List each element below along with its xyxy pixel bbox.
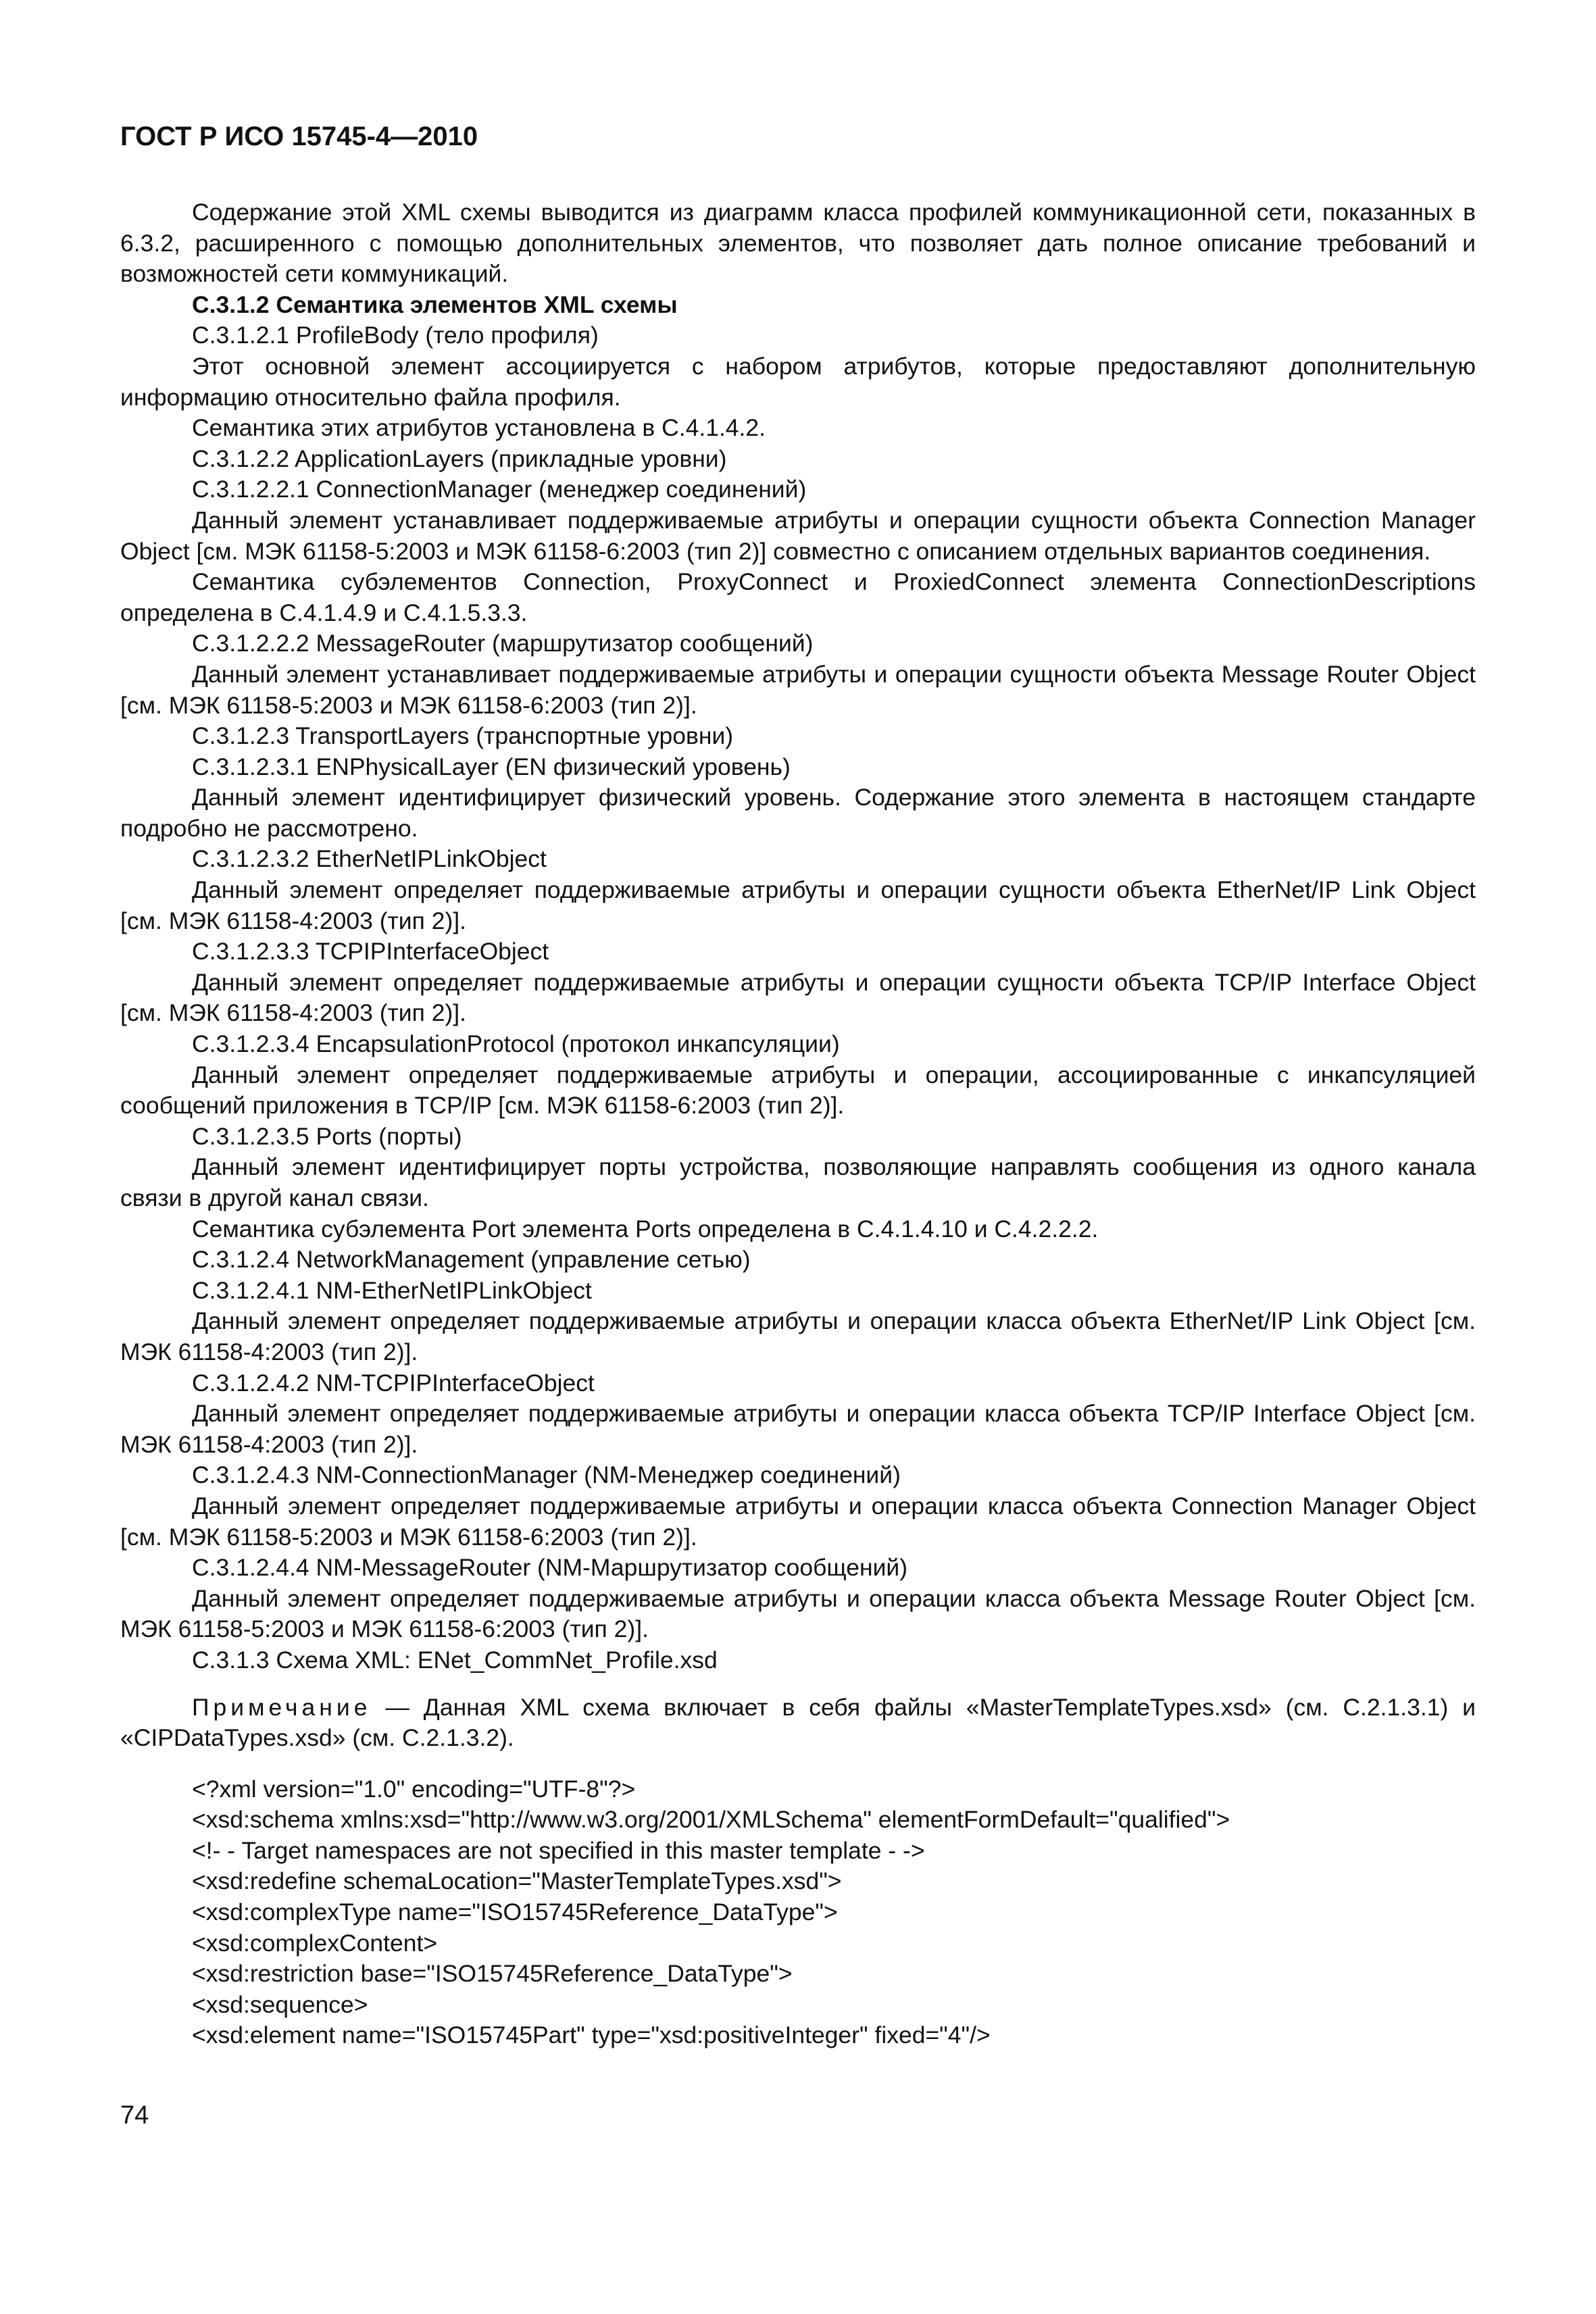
code-line: <xsd:complexType name="ISO15745Reference_DataType"> — [192, 1898, 838, 1926]
code-line: <xsd:element name="ISO15745Part" type="xsd:positiveInteger" fixed="4"/> — [192, 2021, 991, 2049]
paragraph: Этот основной элемент ассоциируется с набором атрибутов, которые предоставляют дополнительную информацию относительно файла профиля. — [120, 352, 1476, 411]
code-line: <xsd:schema xmlns:xsd="http://www.w3.org/2001/XMLSchema" elementFormDefault="qualified"> — [192, 1806, 1230, 1834]
clause-line: C.3.1.2.2 ApplicationLayers (прикладные уровни) — [192, 445, 727, 472]
clause-line: C.3.1.2.3 TransportLayers (транспортные уровни) — [192, 722, 734, 750]
clause-line: Семантика этих атрибутов установлена в С.4.1.4.2. — [192, 414, 766, 442]
clause-line: C.3.1.2.3.4 EncapsulationProtocol (протокол инкапсуляции) — [192, 1030, 840, 1058]
xml-code-block — [120, 1774, 1476, 2051]
paragraph: Данный элемент идентифицирует физический уровень. Содержание этого элемента в настоящем стандарте подробно не рассмотрено. — [120, 784, 1476, 842]
paragraph: Семантика субэлементов Connection, ProxyConnect и ProxiedConnect элемента ConnectionDescriptions определена в С.4.1.4.9 и С.4.1.5.3.3. — [120, 568, 1476, 626]
clause-line: C.3.1.2.3.2 EtherNetIPLinkObject — [192, 845, 547, 873]
clause-line: C.3.1.3 Схема XML: ENet_CommNet_Profile.xsd — [192, 1646, 718, 1674]
paragraph-list — [120, 197, 1476, 1676]
paragraph: Данный элемент определяет поддерживаемые атрибуты и операции сущности объекта TCP/IP Interface Object [см. МЭК 61158-4:2003 (тип 2)]. — [120, 968, 1476, 1027]
clause-line: C.3.1.2.2.1 ConnectionManager (менеджер соединений) — [192, 476, 807, 503]
note-text: — Данная XML схема включает в себя файлы «MasterTemplateTypes.xsd» (см. С.2.1.3.1) и «CIPDataTypes.xsd» (см. С.2.1.3.2). — [120, 1693, 1476, 1752]
section-heading: C.3.1.2 Семантика элементов XML схемы — [192, 291, 678, 318]
document-body — [120, 197, 1476, 2051]
note-label: Примечание — [192, 1693, 372, 1721]
page-number: 74 — [120, 2101, 149, 2130]
clause-line: C.3.1.2.3.5 Ports (порты) — [192, 1122, 462, 1150]
code-line: <xsd:sequence> — [192, 1990, 368, 2018]
clause-line: C.3.1.2.4.3 NM-ConnectionManager (NM-Менеджер соединений) — [192, 1461, 901, 1489]
paragraph: Содержание этой XML схемы выводится из диаграмм класса профилей коммуникационной сети, показанных в 6.3.2, расширенного с помощью дополнительных элементов, что позволяет дать полное описание требований и возможностей сети коммуникаций. — [120, 199, 1476, 288]
paragraph: Данный элемент устанавливает поддерживаемые атрибуты и операции сущности объекта Message Router Object [см. МЭК 61158-5:2003 и МЭК 61158-6:2003 (тип 2)]. — [120, 660, 1476, 719]
clause-line: C.3.1.2.3.3 TCPIPInterfaceObject — [192, 938, 549, 965]
paragraph: Данный элемент определяет поддерживаемые атрибуты и операции класса объекта Connection Manager Object [см. МЭК 61158-5:2003 и МЭК 61158-6:2003 (тип 2)]. — [120, 1492, 1476, 1551]
paragraph: Данный элемент определяет поддерживаемые атрибуты и операции класса объекта EtherNet/IP Link Object [см. МЭК 61158-4:2003 (тип 2)]. — [120, 1307, 1476, 1365]
paragraph: Данный элемент определяет поддерживаемые атрибуты и операции сущности объекта EtherNet/IP Link Object [см. МЭК 61158-4:2003 (тип 2)]. — [120, 876, 1476, 934]
clause-line: C.3.1.2.4.4 NM-MessageRouter (NM-Маршрутизатор сообщений) — [192, 1554, 908, 1582]
clause-line: C.3.1.2.4.2 NM-TCPIPInterfaceObject — [192, 1369, 595, 1397]
paragraph: Данный элемент устанавливает поддерживаемые атрибуты и операции сущности объекта Connection Manager Object [см. МЭК 61158-5:2003 и МЭК 61158-6:2003 (тип 2)] совместно с описанием отдельных вариантов соединения. — [120, 506, 1476, 565]
paragraph: Данный элемент определяет поддерживаемые атрибуты и операции класса объекта TCP/IP Interface Object [см. МЭК 61158-4:2003 (тип 2)]. — [120, 1400, 1476, 1458]
paragraph: Данный элемент определяет поддерживаемые атрибуты и операции, ассоциированные с инкапсуляцией сообщений приложения в TCP/IP [см. МЭК 61158-6:2003 (тип 2)]. — [120, 1061, 1476, 1120]
note-paragraph — [120, 1692, 1476, 1754]
code-line: <xsd:restriction base="ISO15745Reference_DataType"> — [192, 1960, 793, 1988]
document-header: ГОСТ Р ИСО 15745-4—2010 — [120, 122, 478, 151]
clause-line: C.3.1.2.3.1 ENPhysicalLayer (EN физический уровень) — [192, 753, 791, 780]
clause-line: C.3.1.2.2.2 MessageRouter (маршрутизатор сообщений) — [192, 630, 814, 657]
code-line: <xsd:redefine schemaLocation="MasterTemplateTypes.xsd"> — [192, 1867, 842, 1895]
paragraph: Данный элемент определяет поддерживаемые атрибуты и операции класса объекта Message Router Object [см. МЭК 61158-5:2003 и МЭК 61158-6:2003 (тип 2)]. — [120, 1584, 1476, 1643]
code-line: <?xml version="1.0" encoding="UTF-8"?> — [192, 1775, 636, 1803]
clause-line: C.3.1.2.4.1 NM-EtherNetIPLinkObject — [192, 1276, 592, 1304]
clause-line: C.3.1.2.4 NetworkManagement (управление сетью) — [192, 1246, 751, 1274]
clause-line: Семантика субэлемента Port элемента Ports определена в С.4.1.4.10 и С.4.2.2.2. — [192, 1215, 1099, 1242]
code-line: <xsd:complexContent> — [192, 1929, 438, 1957]
code-line: <!- - Target namespaces are not specified in this master template - -> — [192, 1836, 925, 1864]
clause-line: C.3.1.2.1 ProfileBody (тело профиля) — [192, 322, 599, 349]
paragraph: Данный элемент идентифицирует порты устройства, позволяющие направлять сообщения из одного канала связи в другой канал связи. — [120, 1153, 1476, 1211]
